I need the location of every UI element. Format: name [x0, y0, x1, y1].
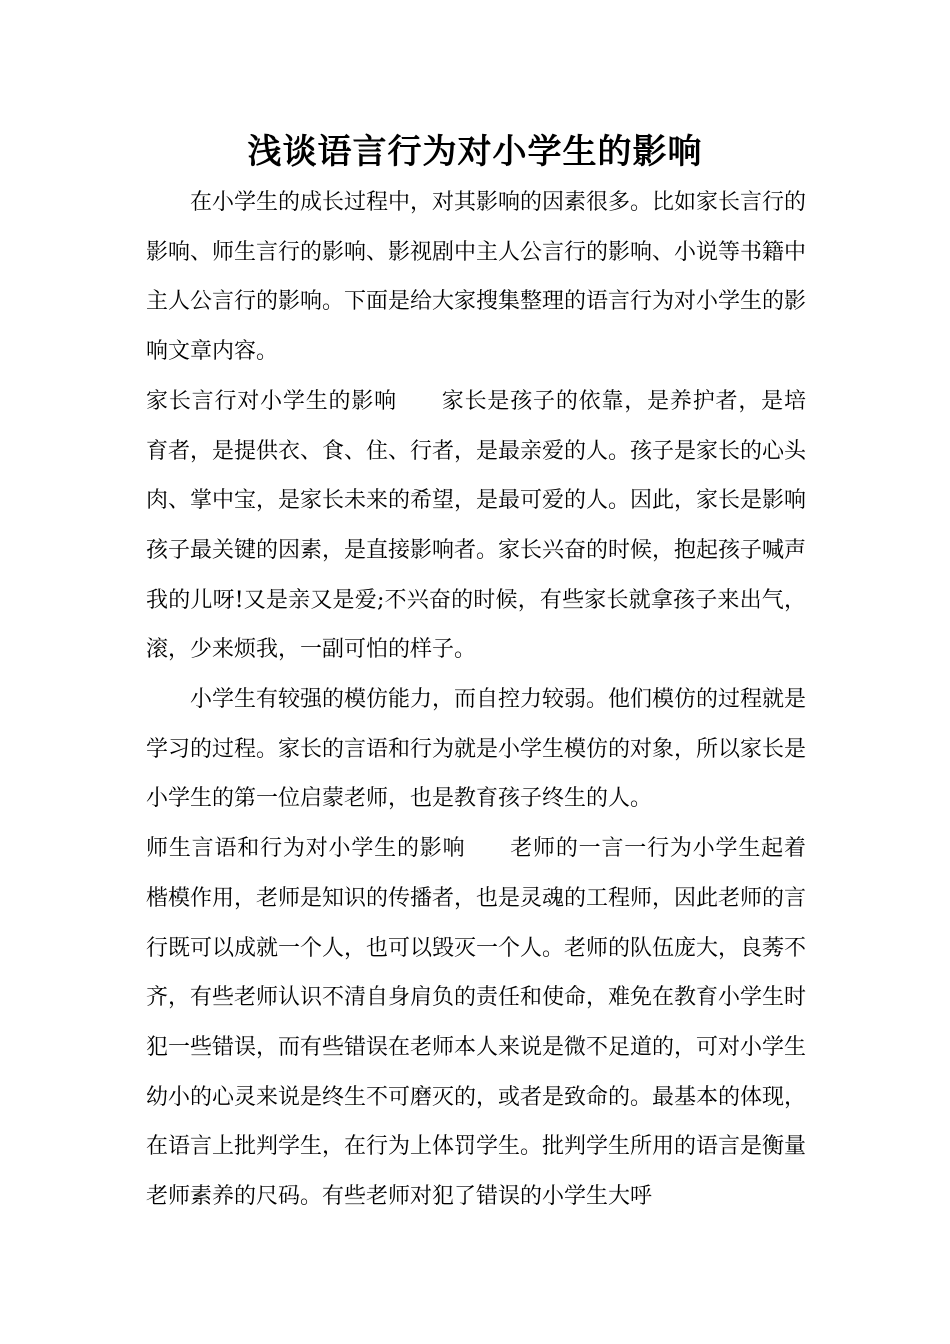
paragraph-text: 在小学生的成长过程中，对其影响的因素很多。比如家长言行的影响、师生言行的影响、影视剧中主人公言行的影响、小说等书籍中主人公言行的影响。下面是给大家搜集整理的语言行为对小学生的影响文章内容。: [146, 190, 807, 365]
section-heading-teachers: 师生言语和行为对小学生的影响: [146, 836, 466, 862]
paragraph-text: 小学生有较强的模仿能力，而自控力较弱。他们模仿的过程就是学习的过程。家长的言语和行为就是小学生模仿的对象，所以家长是小学生的第一位启蒙老师，也是教育孩子终生的人。: [146, 687, 807, 812]
paragraph-imitation: [146, 675, 806, 824]
document-body: [146, 178, 806, 1222]
paragraph-text: 家长是孩子的依靠，是养护者，是培育者，是提供衣、食、住、行者，是最亲爱的人。孩子是家长的心头肉、掌中宝，是家长未来的希望，是最可爱的人。因此，家长是影响孩子最关键的因素，是直接影响者。家长兴奋的时候，抱起孩子喊声我的儿呀!又是亲又是爱;不兴奋的时候，有些家长就拿孩子来出气，滚，少来烦我，一副可怕的样子。: [146, 388, 807, 663]
paragraph-intro: [146, 178, 806, 377]
section-heading-parents: 家长言行对小学生的影响: [146, 388, 397, 414]
paragraph-teachers: [146, 824, 806, 1222]
document-title: 浅谈语言行为对小学生的影响: [247, 132, 703, 172]
paragraph-parents: [146, 377, 806, 675]
paragraph-text: 老师的一言一行为小学生起着楷模作用，老师是知识的传播者，也是灵魂的工程师，因此老师的言行既可以成就一个人，也可以毁灭一个人。老师的队伍庞大，良莠不齐，有些老师认识不清自身肩负的责任和使命，难免在教育小学生时犯一些错误，而有些错误在老师本人来说是微不足道的，可对小学生幼小的心灵来说是终生不可磨灭的，或者是致命的。最基本的体现，在语言上批判学生，在行为上体罚学生。批判学生所用的语言是衡量老师素养的尺码。有些老师对犯了错误的小学生大呼: [146, 836, 807, 1210]
